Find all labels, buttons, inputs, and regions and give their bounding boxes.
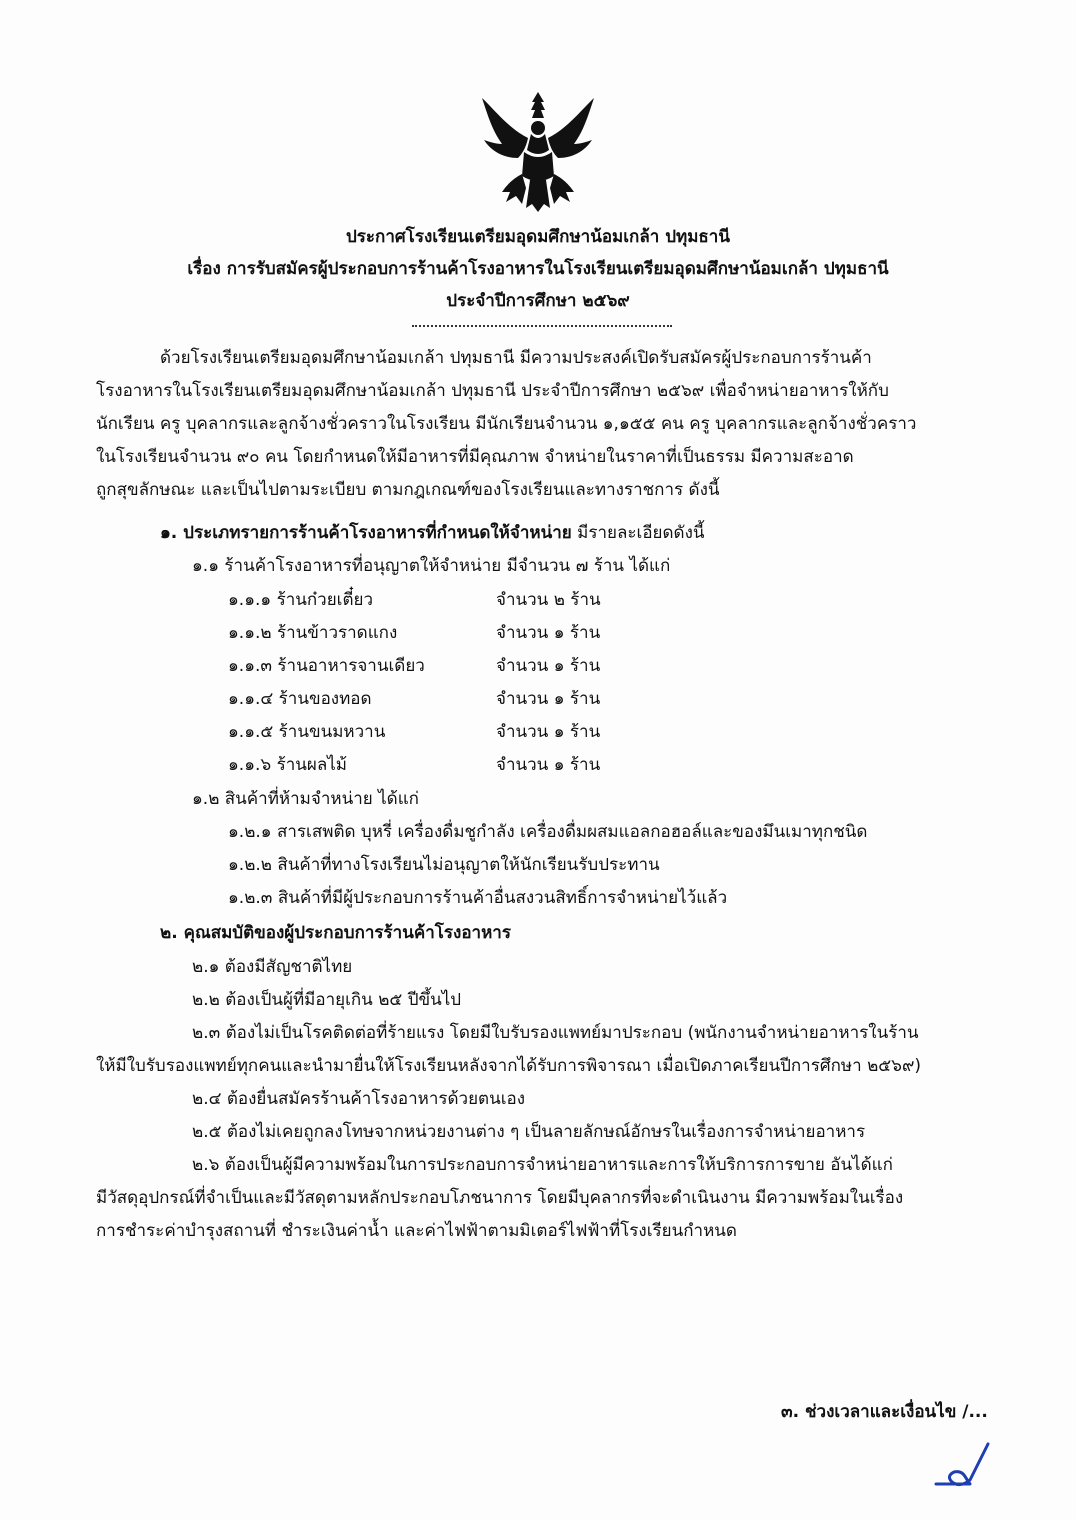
garuda-emblem — [478, 88, 598, 218]
qualification-6-line-3: การชำระค่าบำรุงสถานที่ ชำระเงินค่าน้ำ และค่าไฟฟ้าตามมิเตอร์ไฟฟ้าที่โรงเรียนกำหนด — [96, 1221, 737, 1241]
intro-line-2: โรงอาหารในโรงเรียนเตรียมอุดมศึกษาน้อมเกล้า ปทุมธานี ประจำปีการศึกษา ๒๕๖๙ เพื่อจำหน่ายอาหารให้กับ — [96, 381, 889, 401]
announcement-title: ประกาศโรงเรียนเตรียมอุดมศึกษาน้อมเกล้า ปทุมธานี — [346, 227, 730, 247]
intro-line-4: ในโรงเรียนจำนวน ๙๐ คน โดยกำหนดให้มีอาหารที่มีคุณภาพ จำหน่ายในราคาที่เป็นธรรม มีความสะอาด — [96, 447, 854, 467]
shop-count: จำนวน ๑ ร้าน — [496, 656, 601, 676]
section-1-heading-bold: ๑. ประเภทรายการร้านค้าโรงอาหารที่กำหนดให้จำหน่าย — [160, 523, 572, 543]
section-2-heading: ๒. คุณสมบัติของผู้ประกอบการร้านค้าโรงอาหาร — [160, 923, 511, 943]
shop-count: จำนวน ๑ ร้าน — [496, 623, 601, 643]
qualification-4: ๒.๔ ต้องยื่นสมัครร้านค้าโรงอาหารด้วยตนเอง — [192, 1089, 526, 1109]
dotted-separator — [412, 325, 672, 327]
intro-line-1: ด้วยโรงเรียนเตรียมอุดมศึกษาน้อมเกล้า ปทุมธานี มีความประสงค์เปิดรับสมัครผู้ประกอบการร้านค้า — [160, 348, 872, 368]
qualification-3-line-2: ให้มีใบรับรองแพทย์ทุกคนและนำมายื่นให้โรงเรียนหลังจากได้รับการพิจารณา เมื่อเปิดภาคเรียนปีการศึกษา ๒๕๖๙) — [96, 1056, 922, 1076]
shop-count: จำนวน ๒ ร้าน — [496, 590, 601, 610]
shop-name: ๑.๑.๖ ร้านผลไม้ — [228, 755, 348, 775]
announcement-year: ประจำปีการศึกษา ๒๕๖๙ — [446, 291, 630, 311]
qualification-5: ๒.๕ ต้องไม่เคยถูกลงโทษจากหน่วยงานต่าง ๆ เป็นลายลักษณ์อักษรในเรื่องการจำหน่ายอาหาร — [192, 1122, 866, 1142]
qualification-2: ๒.๒ ต้องเป็นผู้ที่มีอายุเกิน ๒๕ ปีขึ้นไป — [192, 990, 462, 1010]
section-1-heading-rest: มีรายละเอียดดังนี้ — [571, 523, 705, 543]
qualification-3-line-1: ๒.๓ ต้องไม่เป็นโรคติดต่อที่ร้ายแรง โดยมีใบรับรองแพทย์มาประกอบ (พนักงานจำหน่ายอาหารในร้าน — [192, 1023, 919, 1043]
subsection-1-2: ๑.๒ สินค้าที่ห้ามจำหน่าย ได้แก่ — [192, 789, 419, 809]
shop-count: จำนวน ๑ ร้าน — [496, 722, 601, 742]
qualification-6-line-1: ๒.๖ ต้องเป็นผู้มีความพร้อมในการประกอบการจำหน่ายอาหารและการให้บริการการขาย อันได้แก่ — [192, 1155, 893, 1175]
shop-name: ๑.๑.๑ ร้านก๋วยเตี๋ยว — [228, 590, 374, 610]
subsection-1-1: ๑.๑ ร้านค้าโรงอาหารที่อนุญาตให้จำหน่าย มีจำนวน ๗ ร้าน ได้แก่ — [192, 556, 671, 576]
handwritten-signature — [930, 1440, 1000, 1490]
announcement-subject: เรื่อง การรับสมัครผู้ประกอบการร้านค้าโรงอาหารในโรงเรียนเตรียมอุดมศึกษาน้อมเกล้า ปทุมธานี — [187, 259, 889, 279]
shop-name: ๑.๑.๒ ร้านข้าวราดแกง — [228, 623, 398, 643]
qualification-6-line-2: มีวัสดุอุปกรณ์ที่จำเป็นและมีวัสดุตามหลักประกอบโภชนาการ โดยมีบุคลากรที่จะดำเนินงาน มีความพร้อมในเรื่อง — [96, 1188, 904, 1208]
intro-line-3: นักเรียน ครู บุคลากรและลูกจ้างชั่วคราวในโรงเรียน มีนักเรียนจำนวน ๑,๑๕๕ คน ครู บุคลากรและลูกจ้างชั่วคราว — [96, 414, 917, 434]
shop-name: ๑.๑.๕ ร้านขนมหวาน — [228, 722, 386, 742]
banned-item: ๑.๒.๑ สารเสพติด บุหรี่ เครื่องดื่มชูกำลัง เครื่องดื่มผสมแอลกอฮอล์และของมึนเมาทุกชนิด — [228, 822, 868, 842]
intro-line-5: ถูกสุขลักษณะ และเป็นไปตามระเบียบ ตามกฎเกณฑ์ของโรงเรียนและทางราชการ ดังนี้ — [96, 480, 720, 500]
continuation-note: ๓. ช่วงเวลาและเงื่อนไข /... — [781, 1402, 988, 1422]
shop-name: ๑.๑.๔ ร้านของทอด — [228, 689, 372, 709]
shop-count: จำนวน ๑ ร้าน — [496, 755, 601, 775]
banned-item: ๑.๒.๓ สินค้าที่มีผู้ประกอบการร้านค้าอื่นสงวนสิทธิ์การจำหน่ายไว้แล้ว — [228, 888, 728, 908]
shop-count: จำนวน ๑ ร้าน — [496, 689, 601, 709]
banned-item: ๑.๒.๒ สินค้าที่ทางโรงเรียนไม่อนุญาตให้นักเรียนรับประทาน — [228, 855, 660, 875]
qualification-1: ๒.๑ ต้องมีสัญชาติไทย — [192, 957, 353, 977]
shop-name: ๑.๑.๓ ร้านอาหารจานเดียว — [228, 656, 425, 676]
section-1-heading — [160, 521, 705, 545]
